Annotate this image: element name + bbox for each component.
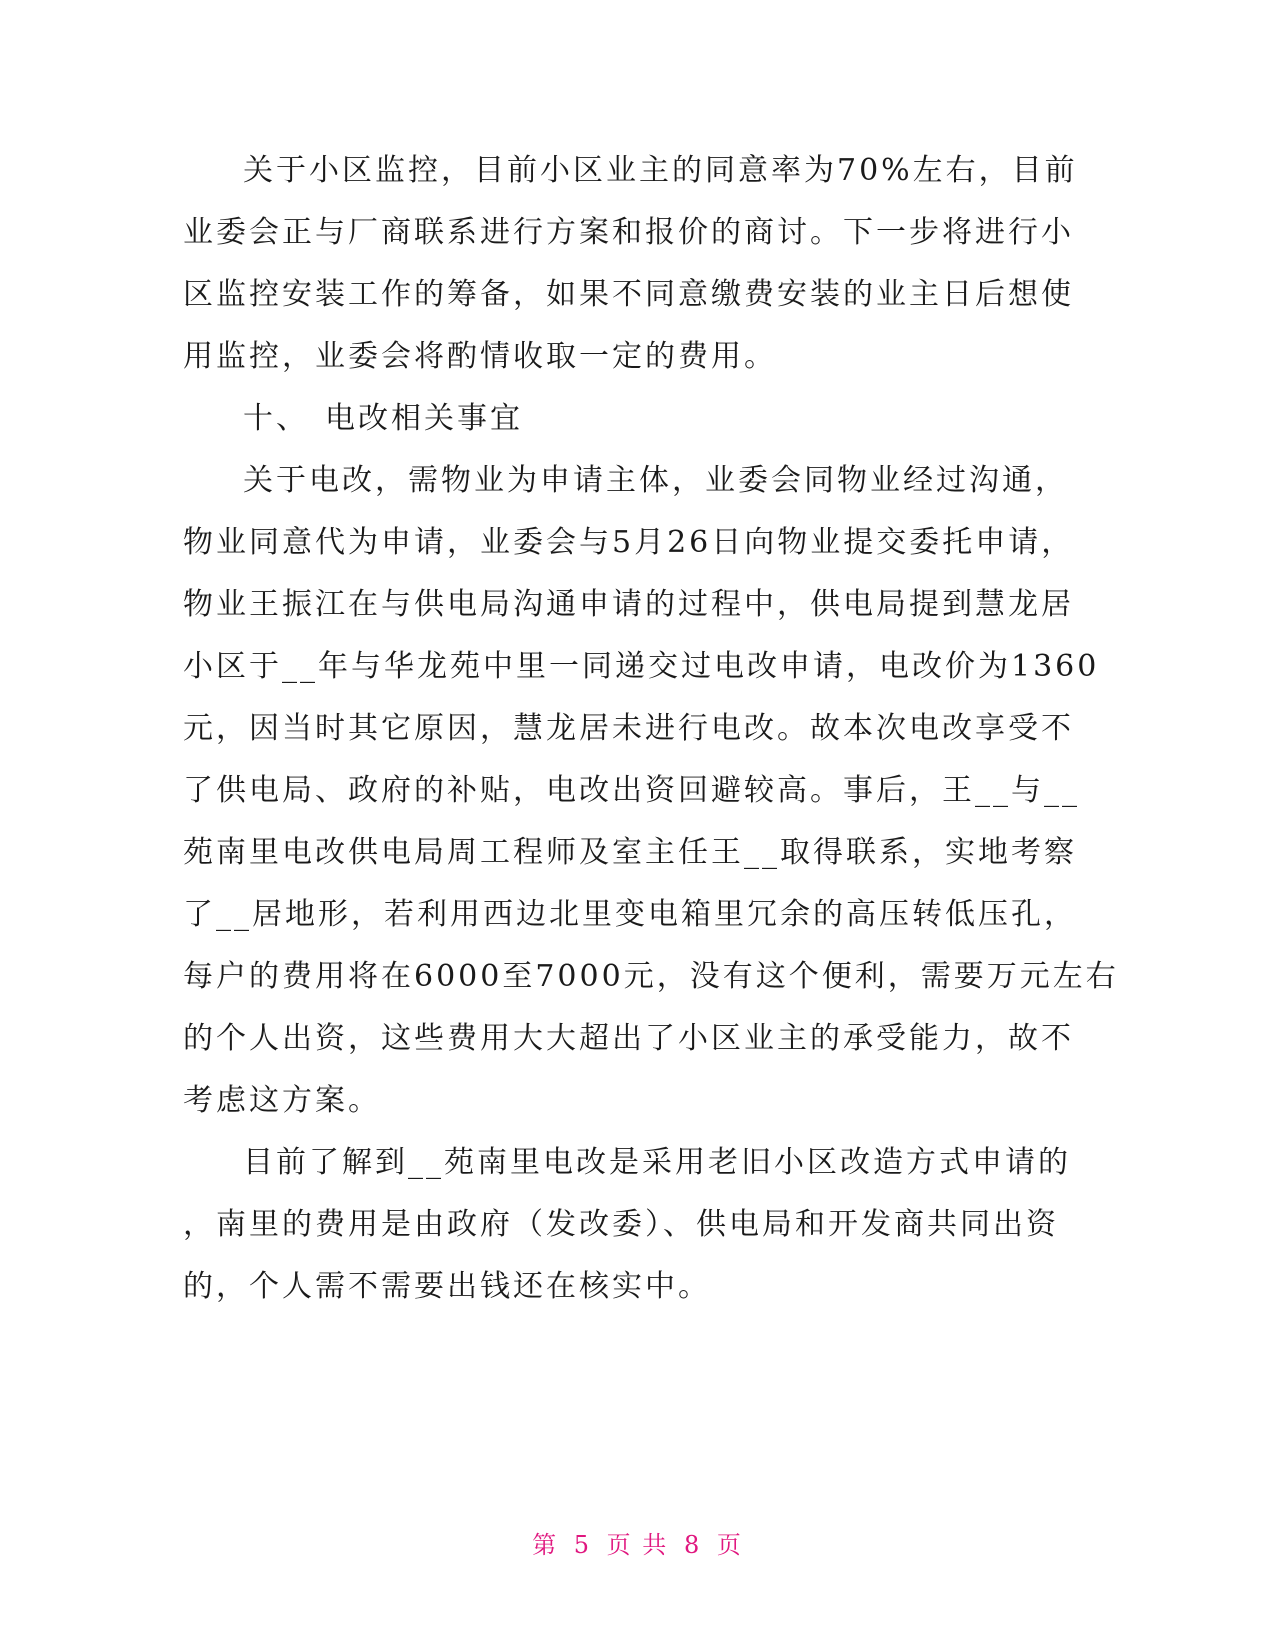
text-line: 业委会正与厂商联系进行方案和报价的商讨。下一步将进行小 xyxy=(183,215,1074,250)
text-line: 小区于__年与华龙苑中里一同递交过电改申请，电改价为1360 xyxy=(183,649,1100,684)
text-line: 了供电局、政府的补贴，电改出资回避较高。事后，王__与__ xyxy=(183,773,1080,808)
footer-middle: 页 共 xyxy=(606,1531,669,1559)
paragraph-power-reform xyxy=(183,450,1119,1132)
section-heading xyxy=(183,388,1043,450)
document-body xyxy=(183,140,1119,1318)
section-number: 十、 xyxy=(243,401,309,436)
footer-total-pages: 8 xyxy=(683,1531,702,1559)
paragraph-current-status xyxy=(183,1132,1071,1318)
text-line: 用监控，业委会将酌情收取一定的费用。 xyxy=(183,339,777,374)
text-line: 元，因当时其它原因，慧龙居未进行电改。故本次电改享受不 xyxy=(183,711,1074,746)
text-line: 苑南里电改供电局周工程师及室主任王__取得联系，实地考察 xyxy=(183,835,1077,870)
text-line: 关于小区监控，目前小区业主的同意率为70%左右，目前 xyxy=(243,153,1078,188)
page-footer xyxy=(0,1525,1275,1560)
text-line: 考虑这方案。 xyxy=(183,1083,381,1118)
text-line: 物业同意代为申请，业委会与5月26日向物业提交委托申请， xyxy=(183,525,1075,560)
text-line: 区监控安装工作的筹备，如果不同意缴费安装的业主日后想使 xyxy=(183,277,1074,312)
footer-prefix: 第 xyxy=(532,1531,559,1559)
paragraph-surveillance xyxy=(183,140,1078,388)
footer-page-number: 5 xyxy=(573,1531,592,1559)
text-line: 关于电改，需物业为申请主体，业委会同物业经过沟通， xyxy=(243,463,1068,498)
text-line: 物业王振江在与供电局沟通申请的过程中，供电局提到慧龙居 xyxy=(183,587,1074,622)
text-line: 每户的费用将在6000至7000元，没有这个便利，需要万元左右 xyxy=(183,959,1119,994)
text-line: 的个人出资，这些费用大大超出了小区业主的承受能力，故不 xyxy=(183,1021,1074,1056)
text-line: 目前了解到__苑南里电改是采用老旧小区改造方式申请的 xyxy=(243,1145,1071,1180)
text-line: ，南里的费用是由政府（发改委）、供电局和开发商共同出资 xyxy=(183,1207,1059,1242)
text-line: 了__居地形，若利用西边北里变电箱里冗余的高压转低压孔， xyxy=(183,897,1077,932)
text-line: 的，个人需不需要出钱还在核实中。 xyxy=(183,1269,711,1304)
footer-suffix: 页 xyxy=(716,1531,743,1559)
section-title: 电改相关事宜 xyxy=(325,401,523,436)
